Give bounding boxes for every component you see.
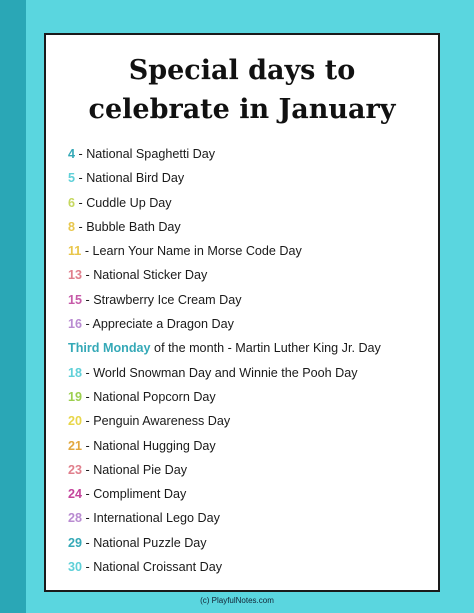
day-number: 11 <box>68 244 82 259</box>
day-number: 29 <box>68 535 83 550</box>
day-description: - Bubble Bath Day <box>75 219 181 234</box>
list-item <box>68 336 381 360</box>
day-description: of the month - Martin Luther King Jr. Day <box>150 341 381 356</box>
day-number: 5 <box>68 171 76 186</box>
day-number: 4 <box>68 147 76 161</box>
day-number: 16 <box>68 317 83 332</box>
list-item <box>68 531 381 555</box>
list-item <box>68 555 381 579</box>
day-description: - Strawberry Ice Cream Day <box>82 292 242 307</box>
list-item <box>68 263 381 287</box>
printable-card <box>44 33 440 592</box>
page-title <box>46 51 438 129</box>
day-description: - National Puzzle Day <box>82 535 207 550</box>
day-number: 20 <box>68 414 83 429</box>
day-description: - Penguin Awareness Day <box>82 414 231 429</box>
day-description: - National Croissant Day <box>82 560 222 575</box>
list-item <box>68 312 381 336</box>
list-item <box>68 409 381 433</box>
day-number: 23 <box>68 462 83 477</box>
day-number: 19 <box>68 389 83 404</box>
list-item <box>68 482 381 506</box>
day-number: 18 <box>68 365 83 380</box>
title-line-2: celebrate in January <box>88 94 396 125</box>
list-item <box>68 191 381 215</box>
day-number: 15 <box>68 292 83 307</box>
list-item <box>68 385 381 409</box>
list-item <box>68 239 381 263</box>
day-description: - Appreciate a Dragon Day <box>82 317 234 332</box>
day-number: 28 <box>68 511 83 526</box>
list-item <box>68 215 381 239</box>
copyright-footer: (c) PlayfulNotes.com <box>200 596 274 605</box>
day-description: - World Snowman Day and Winnie the Pooh Day <box>82 365 358 380</box>
day-number: 6 <box>68 195 76 210</box>
list-item <box>68 434 381 458</box>
left-accent-strip <box>0 0 26 613</box>
special-days-list <box>68 142 381 579</box>
day-number: 8 <box>68 219 76 234</box>
day-description: - National Hugging Day <box>82 438 216 453</box>
day-description: - National Popcorn Day <box>82 389 216 404</box>
day-number: 30 <box>68 560 83 575</box>
day-description: - National Sticker Day <box>82 268 208 283</box>
list-item <box>68 166 381 190</box>
day-number: 24 <box>68 487 83 502</box>
day-description: - National Pie Day <box>82 462 188 477</box>
list-item <box>68 361 381 385</box>
day-description: - Compliment Day <box>82 487 187 502</box>
list-item <box>68 142 381 166</box>
day-number: 13 <box>68 268 83 283</box>
list-item <box>68 288 381 312</box>
day-description: - International Lego Day <box>82 511 220 526</box>
title-line-1: Special days to <box>128 55 356 86</box>
day-number: 21 <box>68 438 83 453</box>
list-item <box>68 458 381 482</box>
list-item <box>68 506 381 530</box>
day-description: - National Bird Day <box>75 171 185 186</box>
day-description: - Learn Your Name in Morse Code Day <box>81 244 302 259</box>
day-description: - National Spaghetti Day <box>75 147 216 161</box>
day-description: - Cuddle Up Day <box>75 195 172 210</box>
day-number: Third Monday <box>68 341 151 356</box>
